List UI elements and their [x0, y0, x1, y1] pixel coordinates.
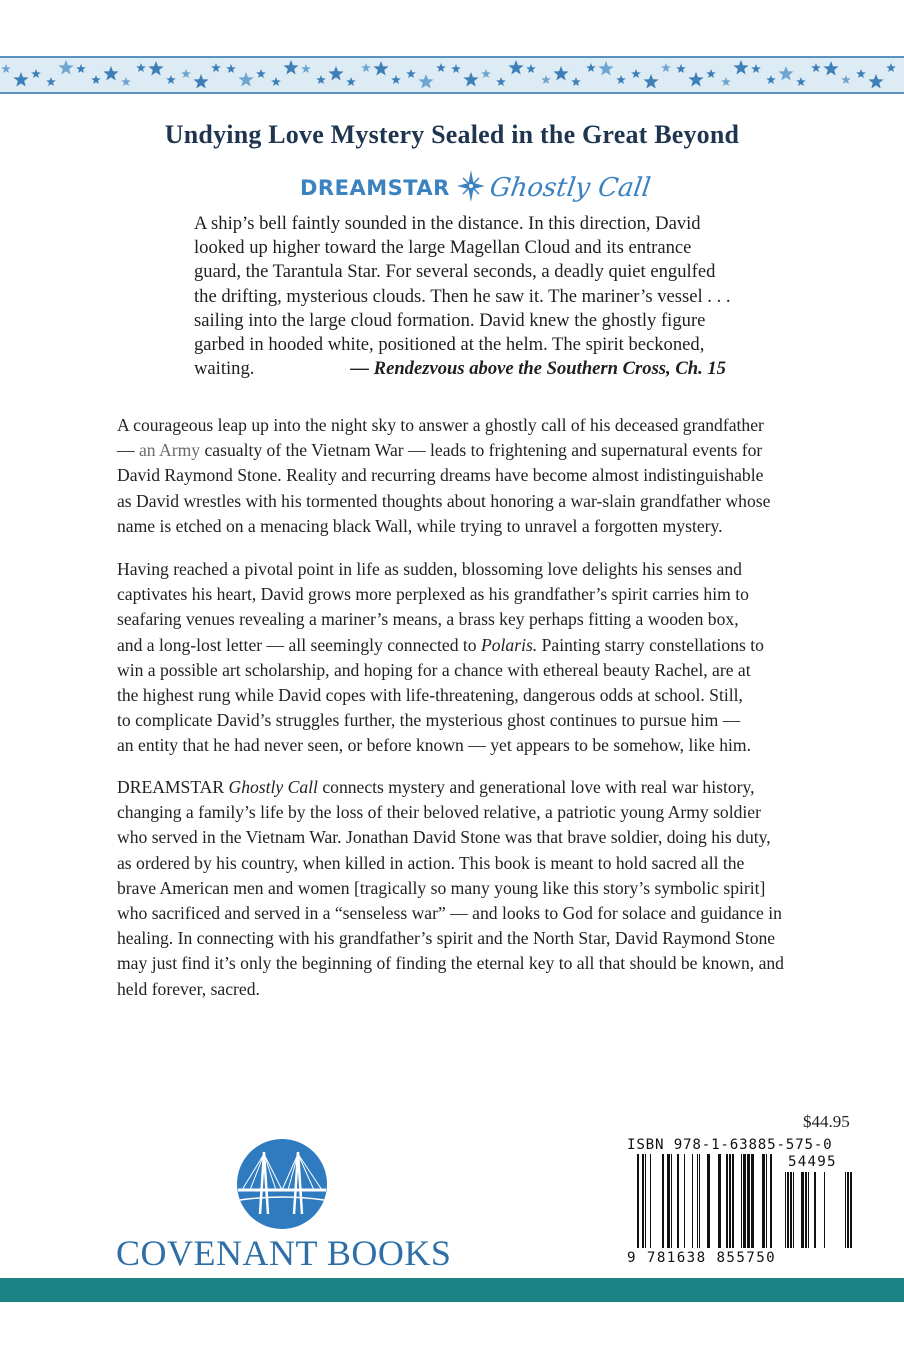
excerpt-line: sailing into the large cloud formation. David knew the ghostly figure: [194, 309, 706, 331]
star-icon: [661, 63, 671, 72]
star-icon: [271, 77, 281, 86]
star-icon: [256, 69, 266, 78]
price-addon-number: 54495: [788, 1154, 837, 1170]
star-icon: [631, 69, 641, 78]
isbn-label: ISBN 978-1-63885-575-0: [627, 1137, 833, 1153]
star-icon: [508, 60, 523, 75]
star-icon: [121, 77, 131, 86]
barcode-bar: [718, 1154, 721, 1248]
footer-band: [0, 1278, 904, 1302]
paragraph-line: DREAMSTAR Ghostly Call connects mystery and generational love with real war history,: [117, 777, 755, 797]
paragraph-line: an entity that he had never seen, or before known — yet appears to be somehow, like him.: [117, 735, 751, 756]
barcode-bar: [741, 1154, 742, 1248]
star-border-band: [0, 56, 904, 94]
paragraph-line: to complicate David’s struggles further, the mysterious ghost continues to pursue him —: [117, 710, 741, 731]
excerpt-line: A ship’s bell faintly sounded in the distance. In this direction, David: [194, 213, 701, 234]
barcode-bar: [850, 1172, 852, 1248]
star-icon: [226, 64, 236, 73]
excerpt-quote: [194, 212, 794, 381]
star-icon: [856, 69, 866, 78]
star-icon: [31, 69, 41, 78]
paragraph-line: may just find it’s only the beginning of finding the eternal key to all that should be known, and: [117, 953, 784, 974]
paragraph-line: David Raymond Stone. Reality and recurring dreams have become almost indistinguishable: [117, 465, 764, 486]
isbn-barcode: [623, 1137, 853, 1269]
barcode-bar: [645, 1154, 646, 1248]
polaris-italic: Polaris.: [481, 634, 538, 655]
barcode-bars: [623, 1154, 853, 1250]
star-icon: [481, 69, 491, 78]
star-icon: [316, 75, 326, 84]
barcode-bar: [732, 1154, 734, 1248]
brand-ghostly-call: Ghostly Call: [487, 173, 653, 203]
star-icon: [526, 64, 536, 73]
excerpt-line: looked up higher toward the large Magellan Cloud and its entrance: [194, 237, 692, 259]
star-icon: [148, 61, 163, 76]
star-icon: [301, 64, 311, 73]
description-paragraph-1: [117, 413, 857, 539]
barcode-bar: [671, 1154, 672, 1248]
star-icon: [811, 63, 821, 72]
barcode-bar: [766, 1154, 767, 1248]
barcode-bar: [726, 1154, 728, 1248]
star-icon: [361, 63, 371, 72]
star-icon: [136, 63, 146, 72]
paragraph-line: win a possible art scholarship, and hoping for a chance with ethereal beauty Rachel, are at: [117, 659, 751, 680]
paragraph-line: — an Army casualty of the Vietnam War — leads to frightening and supernatural events for: [117, 440, 763, 461]
paragraph-line: brave American men and women [tragically so many young like this story’s symbolic spirit]: [117, 877, 766, 898]
ean-number: 9 781638 855750: [627, 1250, 777, 1266]
star-icon: [406, 69, 416, 78]
barcode-bar: [847, 1172, 849, 1248]
barcode-bar: [743, 1154, 746, 1248]
covenant-bridge-logo: [236, 1138, 328, 1235]
paragraph-line: as ordered by his country, when killed in action. This book is meant to hold sacred all the: [117, 852, 745, 873]
star-icon: [211, 63, 221, 72]
star-icon: [868, 74, 883, 89]
star-icon: [643, 74, 658, 89]
star-icon: [706, 69, 716, 78]
star-icon: [166, 75, 176, 84]
star-icon: [778, 66, 793, 81]
paragraph-line: the highest rung while David copes with life-threatening, dangerous odds at school. Still,: [117, 685, 743, 706]
paragraph-line: who served in the Vietnam War. Jonathan David Stone was that brave soldier, doing his duty,: [117, 827, 771, 848]
star-icon: [823, 61, 838, 76]
star-icon: [418, 74, 433, 89]
excerpt-line: the drifting, mysterious clouds. Then he saw it. The mariner’s vessel . . .: [194, 285, 731, 307]
barcode-bar: [697, 1154, 698, 1248]
description-paragraph-2: [117, 557, 857, 759]
star-icon: [181, 69, 191, 78]
ghostly-call-italic: Ghostly Call: [228, 777, 318, 797]
star-icon: [193, 74, 208, 89]
star-icon: [436, 63, 446, 72]
excerpt-line: guard, the Tarantula Star. For several seconds, a deadly quiet engulfed: [194, 261, 716, 283]
paragraph-line: changing a family’s life by the loss of their beloved relative, a patriotic young Army soldier: [117, 802, 761, 823]
barcode-bar: [770, 1154, 772, 1248]
paragraph-line: A courageous leap up into the night sky to answer a ghostly call of his deceased grandfather: [117, 415, 764, 435]
star-icon: [76, 64, 86, 73]
star-icon: [328, 66, 343, 81]
barcode-bar: [845, 1172, 846, 1248]
paragraph-line: who sacrificed and served in a “senseless war” — and looks to God for solace and guidance in: [117, 903, 782, 924]
barcode-bar: [747, 1154, 750, 1248]
barcode-bar: [824, 1172, 825, 1248]
description-paragraph-3: [117, 775, 857, 1002]
star-icon: [586, 63, 596, 72]
star-icon: [58, 60, 73, 75]
star-icon: [766, 75, 776, 84]
barcode-bar: [751, 1154, 754, 1248]
star-icon: [46, 77, 56, 86]
brand-title: [300, 168, 653, 208]
barcode-bar: [699, 1154, 700, 1248]
star-icon: [91, 75, 101, 84]
paragraph-line: held forever, sacred.: [117, 978, 260, 999]
barcode-bar: [785, 1172, 786, 1248]
star-icon: [598, 61, 613, 76]
barcode-bar: [677, 1154, 679, 1248]
barcode-bar: [805, 1172, 807, 1248]
paragraph-line: and a long-lost letter — all seemingly connected to Polaris. Painting starry constellations to: [117, 634, 764, 655]
star-icon: [733, 60, 748, 75]
star-icon: [103, 66, 118, 81]
excerpt-last-word: waiting.: [194, 358, 255, 380]
barcode-bar: [814, 1172, 816, 1248]
star-icon: [616, 75, 626, 84]
star-icon: [751, 64, 761, 73]
excerpt-last-line: [194, 357, 794, 381]
barcode-bar: [808, 1172, 809, 1248]
star-icon: [451, 64, 461, 73]
star-icon: [886, 63, 896, 72]
star-icon: [391, 75, 401, 84]
star-pattern: [0, 58, 904, 92]
star-icon: [721, 77, 731, 86]
paragraph-line: as David wrestles with his tormented thoughts about honoring a war-slain grandfather whose: [117, 490, 771, 511]
brand-dreamstar: DREAMSTAR: [300, 176, 450, 200]
barcode-bar: [793, 1172, 794, 1248]
barcode-bar: [650, 1154, 651, 1248]
star-icon: [571, 77, 581, 86]
barcode-bar: [684, 1154, 685, 1248]
barcode-bar: [692, 1154, 693, 1248]
star-icon: [283, 60, 298, 75]
paragraph-line: captivates his heart, David grows more perplexed as his grandfather’s spirit carries him to: [117, 584, 749, 605]
barcode-bar: [662, 1154, 664, 1248]
barcode-bar: [790, 1172, 792, 1248]
army-text: an Army: [139, 440, 201, 461]
star-icon: [496, 77, 506, 86]
star-icon: [463, 72, 478, 87]
star-icon: [373, 61, 388, 76]
star-icon: [238, 72, 253, 87]
barcode-bar: [762, 1154, 765, 1248]
paragraph-line: name is etched on a menacing black Wall, while trying to unravel a forgotten mystery.: [117, 515, 723, 536]
barcode-bar: [729, 1154, 731, 1248]
star-icon: [796, 77, 806, 86]
star-icon: [676, 64, 686, 73]
excerpt-line: garbed in hooded white, positioned at the helm. The spirit beckoned,: [194, 334, 705, 356]
star-icon: [13, 72, 28, 87]
price: $44.95: [803, 1112, 850, 1131]
compass-star-icon: [456, 169, 486, 208]
barcode-bar: [667, 1154, 670, 1248]
barcode-bar: [637, 1154, 639, 1248]
paragraph-line: Having reached a pivotal point in life as sudden, blossoming love delights his senses and: [117, 559, 742, 579]
barcode-bar: [707, 1154, 710, 1248]
star-icon: [553, 66, 568, 81]
barcode-bar: [801, 1172, 804, 1248]
star-icon: [346, 77, 356, 86]
paragraph-line: seafaring venues revealing a mariner’s means, a brass key perhaps fitting a wooden box,: [117, 609, 739, 630]
star-icon: [688, 72, 703, 87]
excerpt-attribution: — Rendezvous above the Southern Cross, Ch. 15: [350, 358, 726, 380]
star-icon: [1, 64, 11, 73]
barcode-bar: [642, 1154, 644, 1248]
publisher-name: COVENANT BOOKS: [116, 1233, 452, 1273]
star-icon: [841, 75, 851, 84]
star-icon: [541, 75, 551, 84]
barcode-bar: [787, 1172, 789, 1248]
paragraph-line: healing. In connecting with his grandfather’s spirit and the North Star, David Raymond Stone: [117, 928, 776, 949]
headline: Undying Love Mystery Sealed in the Great Beyond: [164, 120, 740, 149]
